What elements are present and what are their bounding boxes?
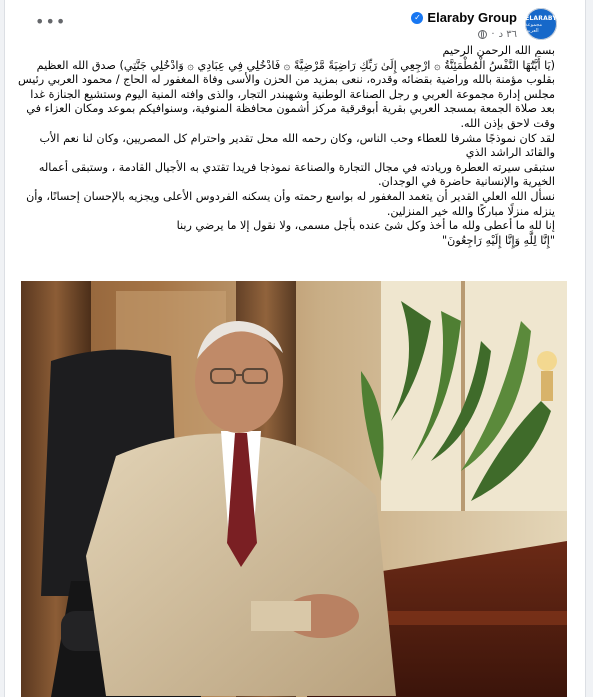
- post-paragraph: ستبقى سيرته العطرة وريادته في مجال التجارة والصناعة نموذجا فريدا تقتدي به الأجيال القادمة ، وستبقى أعماله الخيرية والإنسانية حاضرة في الوجدان.: [38, 160, 555, 189]
- page-avatar[interactable]: [525, 8, 557, 40]
- globe-icon: [478, 30, 487, 39]
- page-name-row: [411, 10, 517, 25]
- portrait-photo-illustration: [21, 281, 567, 697]
- post-paragraph: لقد كان نموذجًا مشرفا للعطاء وحب الناس، وكان رحمه الله محل تقدير واحترام كل المصريين، وكان لنا نعم الأب والقائد الراشد الذي: [39, 131, 555, 160]
- post-photo[interactable]: [21, 281, 567, 697]
- post-paragraph: (يَا أَيَّتُهَا النَّفْسُ الْمُطْمَئِنَّةُ ۞ ارْجِعِي إِلَىٰ رَبِّكِ رَاضِيَةً مَّرْضِيَّةً ۞ فَادْخُلِي فِي عِبَادِي ۞ وَادْخُلِي جَنَّتِي) صدق الله العظيم: [36, 58, 555, 72]
- post-text: [17, 44, 555, 248]
- post-timestamp[interactable]: ٣٦ د: [498, 29, 517, 40]
- post-header: [5, 4, 585, 44]
- avatar-logo-text: ELARABY: [525, 14, 557, 22]
- post-paragraph: إنا لله ما أعطى ولله ما أخذ وكل شئ عنده بأجل مسمى، ولا نقول إلا ما يرضي ربنا: [176, 219, 555, 233]
- post-paragraph: نسأل الله العلي القدير أن يتغمد المغفور له بواسع رحمته وأن يسكنه الفردوس الأعلى ويجزيه بالإحسان إحسانًا، وأن ينزله منزلًا مباركًا والله خير المنزلين.: [26, 189, 555, 218]
- facebook-post: [4, 0, 586, 697]
- post-paragraph: بقلوب مؤمنة بالله وراضية بقضائه وقدره، ننعى بمزيد من الحزن والأسى وفاة المغفور له الحاج / محمود العربي رئيس مجلس إدارة مجموعة العربي و رجل الصناعة الوطنية وشهبندر التجار، والذى وافته المنية اليوم وستشيع الجنازة غدا بعد صلاة الجمعة بمسجد العربي بقرية أبوقرقية مركز أشمون محافظة المنوفية، وسنوافيكم بموعد ومكان العزاء في وقت لاحق بإذن الله.: [18, 73, 555, 130]
- page-name-link[interactable]: Elaraby Group: [427, 10, 517, 25]
- verified-badge-icon: ✓: [411, 12, 423, 24]
- post-meta: · ٣٦ د: [478, 29, 517, 40]
- more-options-icon[interactable]: •••: [35, 12, 67, 31]
- avatar-logo-subtext: مجموعة العربي: [525, 21, 543, 34]
- post-paragraph: "إِنَّا لِلَّهِ وَإِنَّا إِلَيْهِ رَاجِعُونَ": [441, 233, 555, 247]
- post-paragraph: بسم الله الرحمن الرحيم: [442, 44, 555, 57]
